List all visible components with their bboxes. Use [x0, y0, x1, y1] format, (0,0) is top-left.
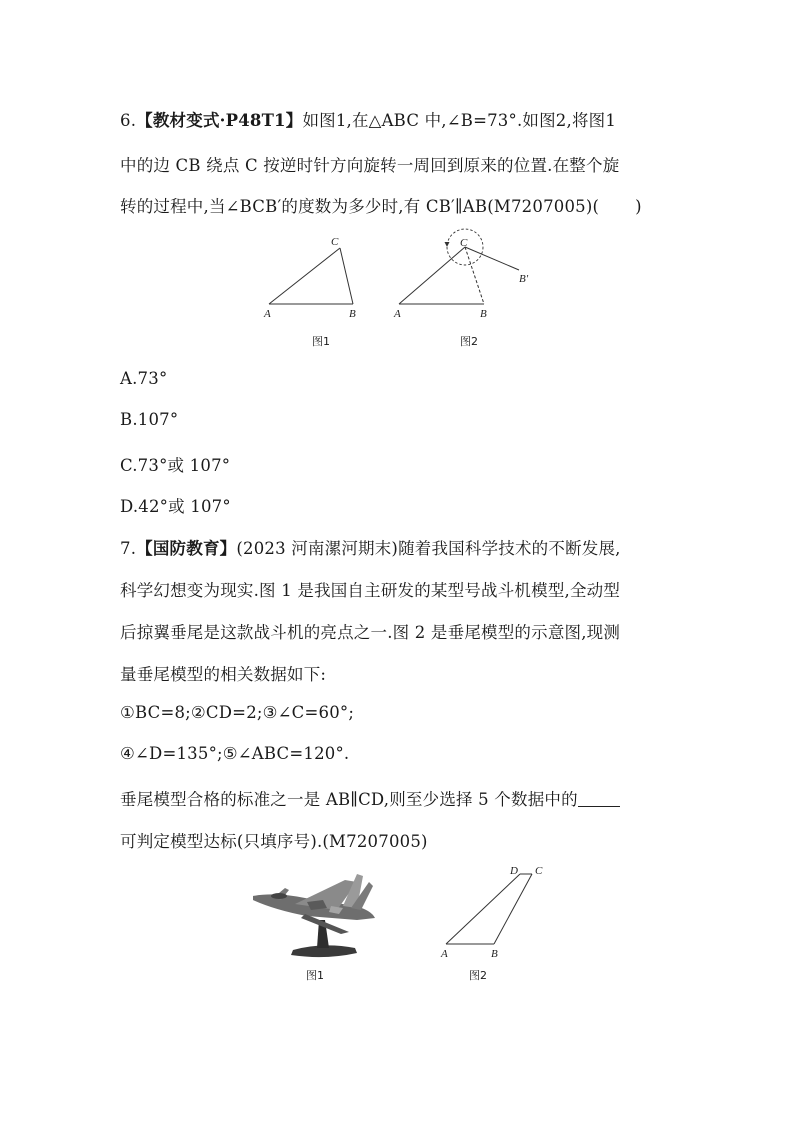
q7-text7: 垂尾模型合格的标准之一是 AB∥CD,则至少选择 5 个数据中的: [120, 790, 578, 809]
q7-tag: 【国防教育】: [136, 539, 237, 558]
q7-line6: ④∠D=135°;⑤∠ABC=120°.: [120, 744, 350, 763]
q7-line8: 可判定模型达标(只填序号).(M7207005): [120, 832, 428, 851]
q7-fig2-label-d: D: [510, 865, 518, 877]
q6-fig2-label-c: C: [460, 237, 468, 249]
q7-line1: [120, 535, 621, 559]
q6-fig1-label-c: C: [331, 236, 339, 248]
q7-figure2: [432, 860, 562, 962]
q6-fig1-caption: 图1: [312, 335, 330, 348]
q6-fig2-label-bprime: B′: [519, 273, 529, 285]
q6-tag: 【教材变式·P48T1】: [136, 111, 303, 130]
q6-line1: [120, 107, 616, 131]
q6-number: 6.: [120, 111, 137, 130]
q7-text1: (2023 河南漯河期末)随着我国科学技术的不断发展,: [236, 539, 621, 558]
q6-fig2-label-a: A: [394, 308, 401, 320]
q7-line4: 量垂尾模型的相关数据如下:: [120, 665, 327, 684]
fighter-jet-model-image: [245, 860, 390, 965]
q7-line5: ①BC=8;②CD=2;③∠C=60°;: [120, 703, 355, 722]
q6-fig2-label-b: B: [480, 308, 487, 320]
q6-option-c: C.73°或 107°: [120, 456, 231, 475]
q6-option-b: B.107°: [120, 410, 179, 429]
q6-figure2: [385, 222, 555, 328]
q7-fig1-caption: 图1: [306, 969, 324, 982]
answer-blank[interactable]: [578, 792, 620, 807]
q6-text1: 如图1,在△ABC 中,∠B=73°.如图2,将图1: [302, 111, 617, 130]
q6-line2: 中的边 CB 绕点 C 按逆时针方向旋转一周回到原来的位置.在整个旋: [120, 156, 620, 175]
q7-line3: 后掠翼垂尾是这款战斗机的亮点之一.图 2 是垂尾模型的示意图,现测: [120, 623, 621, 642]
rotation-arrow-icon: [445, 242, 450, 247]
q6-close-paren: ): [635, 197, 642, 216]
q7-fig2-label-b: B: [491, 948, 498, 960]
q6-fig2-caption: 图2: [460, 335, 478, 348]
q6-figure1: [255, 228, 375, 328]
q7-fig2-caption: 图2: [469, 969, 487, 982]
q6-text3: 转的过程中,当∠BCB′的度数为多少时,有 CB′∥AB(M7207005)(: [120, 197, 600, 216]
q7-fig2-label-a: A: [441, 948, 448, 960]
q6-option-d: D.42°或 107°: [120, 497, 231, 516]
q7-line2: 科学幻想变为现实.图 1 是我国自主研发的某型号战斗机模型,全动型: [120, 581, 621, 600]
q7-number: 7.: [120, 539, 137, 558]
q7-line7: [120, 786, 620, 810]
q7-fig2-label-c: C: [535, 865, 543, 877]
q6-fig1-label-b: B: [349, 308, 356, 320]
q6-fig1-label-a: A: [264, 308, 271, 320]
q6-option-a: A.73°: [120, 369, 168, 388]
q6-line3: [120, 193, 642, 217]
